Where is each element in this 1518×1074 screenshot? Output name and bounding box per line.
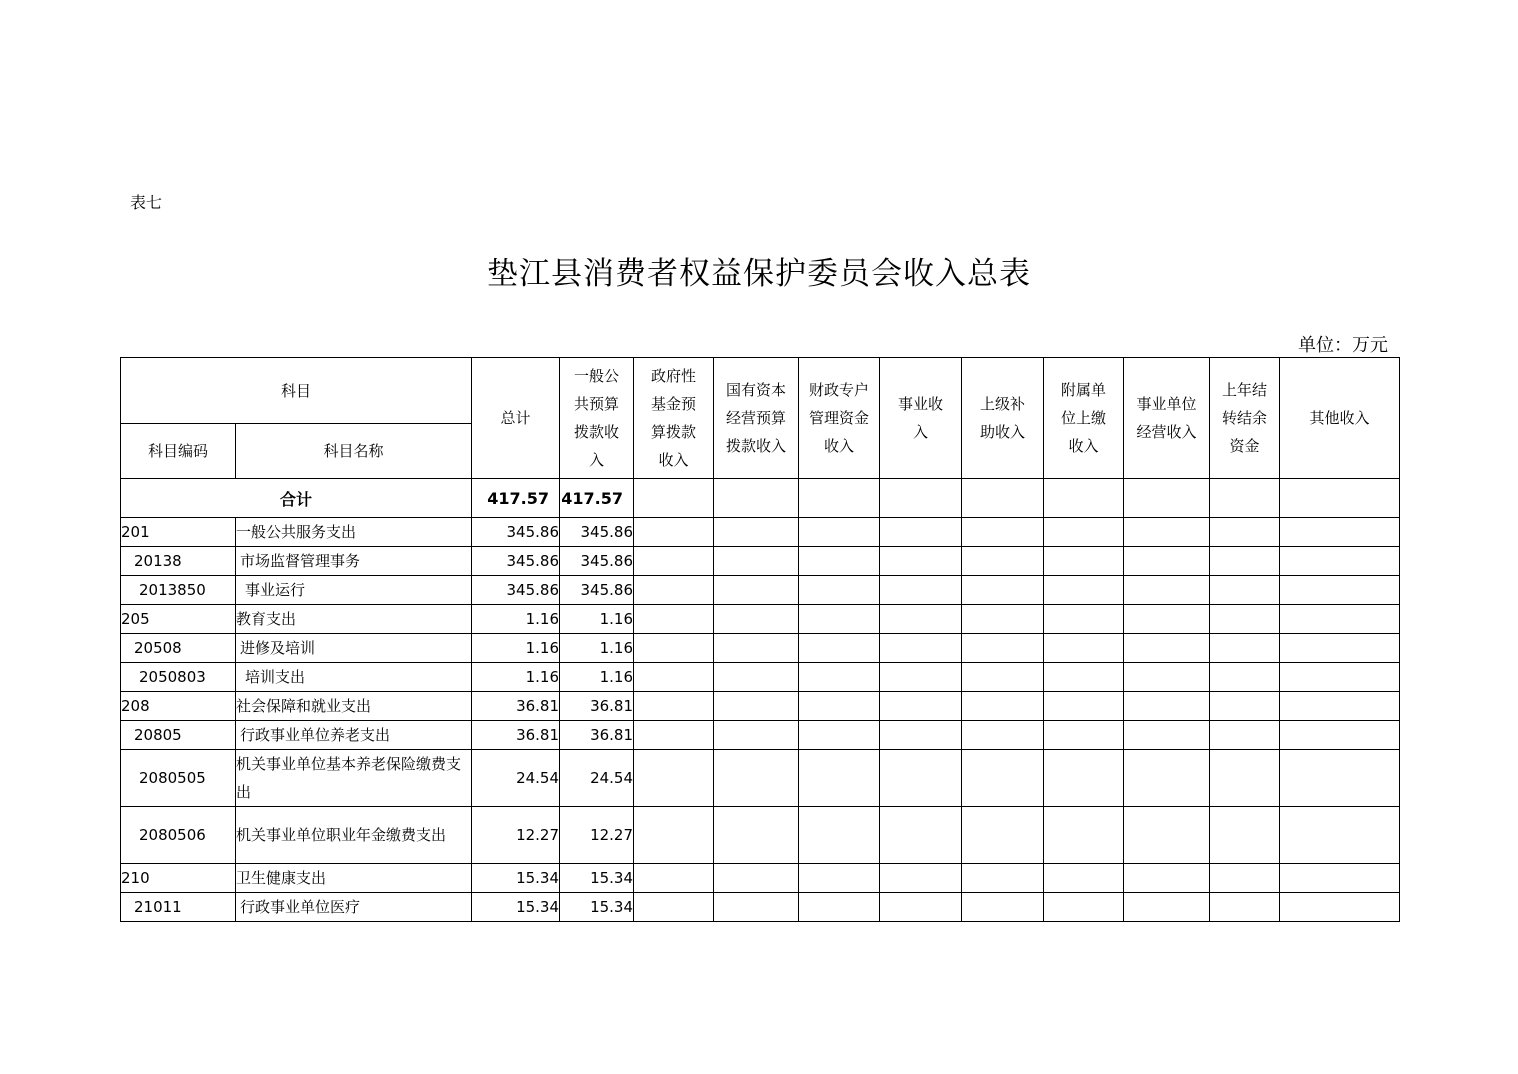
table-row bbox=[121, 807, 1400, 864]
empty-cell bbox=[714, 634, 799, 663]
empty-cell bbox=[1280, 864, 1400, 893]
row-total: 345.86 bbox=[472, 518, 560, 547]
empty-cell bbox=[962, 721, 1044, 750]
empty-cell bbox=[1124, 479, 1210, 518]
table-row bbox=[121, 634, 1400, 663]
empty-cell bbox=[714, 547, 799, 576]
row-code: 201 bbox=[121, 518, 236, 547]
header-upper-subsidy: 上级补助收入 bbox=[962, 358, 1044, 479]
row-name bbox=[236, 692, 472, 721]
row-name bbox=[236, 750, 472, 807]
table-row bbox=[121, 692, 1400, 721]
empty-cell bbox=[714, 750, 799, 807]
total-row bbox=[121, 479, 1400, 518]
header-total: 总计 bbox=[472, 358, 560, 479]
empty-cell bbox=[1044, 893, 1124, 922]
empty-cell bbox=[1210, 663, 1280, 692]
row-code: 20508 bbox=[121, 634, 236, 663]
empty-cell bbox=[634, 634, 714, 663]
empty-cell bbox=[714, 721, 799, 750]
empty-cell bbox=[962, 807, 1044, 864]
empty-cell bbox=[1210, 605, 1280, 634]
empty-cell bbox=[1210, 634, 1280, 663]
empty-cell bbox=[634, 479, 714, 518]
empty-cell bbox=[634, 721, 714, 750]
row-name-text: 机关事业单位职业年金缴费支出 bbox=[236, 826, 447, 844]
header-code: 科目编码 bbox=[121, 424, 236, 479]
row-name bbox=[236, 864, 472, 893]
page-title: 垫江县消费者权益保护委员会收入总表 bbox=[487, 256, 1031, 292]
empty-cell bbox=[634, 893, 714, 922]
row-name bbox=[236, 634, 472, 663]
empty-cell bbox=[799, 576, 880, 605]
row-general-budget: 15.34 bbox=[560, 864, 634, 893]
empty-cell bbox=[634, 750, 714, 807]
empty-cell bbox=[1124, 547, 1210, 576]
empty-cell bbox=[1044, 864, 1124, 893]
header-gov-fund: 政府性基金预算拨款收入 bbox=[634, 358, 714, 479]
row-code: 2013850 bbox=[121, 576, 236, 605]
empty-cell bbox=[799, 807, 880, 864]
empty-cell bbox=[1044, 721, 1124, 750]
empty-cell bbox=[1044, 605, 1124, 634]
unit-label: 单位：万元 bbox=[1298, 335, 1388, 356]
empty-cell bbox=[1124, 750, 1210, 807]
empty-cell bbox=[1124, 634, 1210, 663]
empty-cell bbox=[962, 479, 1044, 518]
empty-cell bbox=[962, 634, 1044, 663]
table-row bbox=[121, 721, 1400, 750]
row-total: 12.27 bbox=[472, 807, 560, 864]
empty-cell bbox=[962, 864, 1044, 893]
row-general-budget: 15.34 bbox=[560, 893, 634, 922]
row-code: 21011 bbox=[121, 893, 236, 922]
empty-cell bbox=[1044, 547, 1124, 576]
empty-cell bbox=[1044, 692, 1124, 721]
row-total: 345.86 bbox=[472, 547, 560, 576]
empty-cell bbox=[880, 864, 962, 893]
empty-cell bbox=[1210, 893, 1280, 922]
row-general-budget: 1.16 bbox=[560, 663, 634, 692]
row-name bbox=[236, 721, 472, 750]
row-code: 20138 bbox=[121, 547, 236, 576]
empty-cell bbox=[1044, 518, 1124, 547]
header-carryover: 上年结转结余资金 bbox=[1210, 358, 1280, 479]
row-general-budget: 345.86 bbox=[560, 576, 634, 605]
empty-cell bbox=[1280, 807, 1400, 864]
row-name bbox=[236, 518, 472, 547]
empty-cell bbox=[1210, 721, 1280, 750]
empty-cell bbox=[1210, 807, 1280, 864]
row-general-budget: 345.86 bbox=[560, 518, 634, 547]
empty-cell bbox=[1044, 750, 1124, 807]
empty-cell bbox=[962, 518, 1044, 547]
table-label: 表七 bbox=[130, 193, 163, 212]
empty-cell bbox=[880, 750, 962, 807]
empty-cell bbox=[634, 663, 714, 692]
empty-cell bbox=[1210, 518, 1280, 547]
total-general-budget: 417.57 bbox=[560, 479, 634, 518]
row-general-budget: 36.81 bbox=[560, 692, 634, 721]
empty-cell bbox=[1044, 807, 1124, 864]
row-general-budget: 12.27 bbox=[560, 807, 634, 864]
header-business-operation: 事业单位经营收入 bbox=[1124, 358, 1210, 479]
empty-cell bbox=[714, 807, 799, 864]
row-code: 20805 bbox=[121, 721, 236, 750]
empty-cell bbox=[962, 750, 1044, 807]
row-name-text: 行政事业单位医疗 bbox=[240, 898, 361, 916]
row-code: 205 bbox=[121, 605, 236, 634]
row-name-text: 市场监督管理事务 bbox=[240, 552, 361, 570]
header-special-account: 财政专户管理资金收入 bbox=[799, 358, 880, 479]
empty-cell bbox=[1280, 692, 1400, 721]
row-total: 15.34 bbox=[472, 893, 560, 922]
empty-cell bbox=[1280, 893, 1400, 922]
row-general-budget: 24.54 bbox=[560, 750, 634, 807]
empty-cell bbox=[1044, 479, 1124, 518]
empty-cell bbox=[634, 547, 714, 576]
empty-cell bbox=[880, 518, 962, 547]
empty-cell bbox=[962, 893, 1044, 922]
header-state-capital: 国有资本经营预算拨款收入 bbox=[714, 358, 799, 479]
row-name-text: 培训支出 bbox=[245, 668, 306, 686]
empty-cell bbox=[1124, 864, 1210, 893]
empty-cell bbox=[714, 605, 799, 634]
table-row bbox=[121, 576, 1400, 605]
row-name-text: 教育支出 bbox=[236, 610, 297, 628]
empty-cell bbox=[1280, 750, 1400, 807]
empty-cell bbox=[714, 576, 799, 605]
row-name-text: 行政事业单位养老支出 bbox=[240, 726, 391, 744]
table-row bbox=[121, 893, 1400, 922]
table-row bbox=[121, 750, 1400, 807]
row-name bbox=[236, 547, 472, 576]
empty-cell bbox=[1124, 663, 1210, 692]
empty-cell bbox=[634, 576, 714, 605]
header-business-income: 事业收入 bbox=[880, 358, 962, 479]
empty-cell bbox=[634, 605, 714, 634]
empty-cell bbox=[1124, 692, 1210, 721]
empty-cell bbox=[880, 479, 962, 518]
empty-cell bbox=[799, 547, 880, 576]
header-name: 科目名称 bbox=[236, 424, 472, 479]
empty-cell bbox=[1210, 750, 1280, 807]
empty-cell bbox=[1124, 721, 1210, 750]
empty-cell bbox=[714, 692, 799, 721]
table-row bbox=[121, 864, 1400, 893]
empty-cell bbox=[1280, 576, 1400, 605]
row-code: 2080505 bbox=[121, 750, 236, 807]
empty-cell bbox=[714, 518, 799, 547]
empty-cell bbox=[880, 893, 962, 922]
row-name bbox=[236, 663, 472, 692]
empty-cell bbox=[880, 663, 962, 692]
row-total: 24.54 bbox=[472, 750, 560, 807]
row-name bbox=[236, 605, 472, 634]
empty-cell bbox=[880, 692, 962, 721]
empty-cell bbox=[799, 692, 880, 721]
row-code: 2080506 bbox=[121, 807, 236, 864]
empty-cell bbox=[1124, 605, 1210, 634]
empty-cell bbox=[1210, 547, 1280, 576]
row-total: 1.16 bbox=[472, 663, 560, 692]
row-code: 208 bbox=[121, 692, 236, 721]
total-total: 417.57 bbox=[472, 479, 560, 518]
row-name-text: 社会保障和就业支出 bbox=[236, 697, 372, 715]
row-code: 210 bbox=[121, 864, 236, 893]
empty-cell bbox=[962, 692, 1044, 721]
header-other: 其他收入 bbox=[1280, 358, 1400, 479]
row-total: 1.16 bbox=[472, 634, 560, 663]
row-name-text: 卫生健康支出 bbox=[236, 869, 327, 887]
empty-cell bbox=[799, 721, 880, 750]
row-name bbox=[236, 576, 472, 605]
empty-cell bbox=[1044, 576, 1124, 605]
row-total: 345.86 bbox=[472, 576, 560, 605]
empty-cell bbox=[634, 518, 714, 547]
empty-cell bbox=[1124, 518, 1210, 547]
empty-cell bbox=[880, 576, 962, 605]
empty-cell bbox=[1124, 576, 1210, 605]
income-summary-table bbox=[120, 357, 1400, 922]
empty-cell bbox=[1280, 663, 1400, 692]
empty-cell bbox=[799, 864, 880, 893]
empty-cell bbox=[799, 479, 880, 518]
empty-cell bbox=[799, 893, 880, 922]
empty-cell bbox=[962, 605, 1044, 634]
empty-cell bbox=[1210, 692, 1280, 721]
row-total: 36.81 bbox=[472, 692, 560, 721]
empty-cell bbox=[1124, 893, 1210, 922]
row-name-text: 事业运行 bbox=[245, 581, 306, 599]
total-label: 合计 bbox=[121, 479, 472, 518]
row-total: 15.34 bbox=[472, 864, 560, 893]
row-total: 1.16 bbox=[472, 605, 560, 634]
empty-cell bbox=[1210, 864, 1280, 893]
row-name-text: 机关事业单位基本养老保险缴费支出 bbox=[236, 755, 462, 801]
empty-cell bbox=[799, 605, 880, 634]
empty-cell bbox=[1280, 721, 1400, 750]
row-name bbox=[236, 893, 472, 922]
empty-cell bbox=[1280, 634, 1400, 663]
header-subject: 科目 bbox=[121, 358, 472, 424]
empty-cell bbox=[799, 634, 880, 663]
empty-cell bbox=[1210, 479, 1280, 518]
empty-cell bbox=[714, 893, 799, 922]
empty-cell bbox=[634, 692, 714, 721]
empty-cell bbox=[880, 634, 962, 663]
row-name-text: 一般公共服务支出 bbox=[236, 523, 357, 541]
empty-cell bbox=[799, 663, 880, 692]
table-row bbox=[121, 663, 1400, 692]
row-name bbox=[236, 807, 472, 864]
empty-cell bbox=[880, 807, 962, 864]
empty-cell bbox=[1210, 576, 1280, 605]
empty-cell bbox=[1280, 547, 1400, 576]
row-general-budget: 345.86 bbox=[560, 547, 634, 576]
empty-cell bbox=[799, 518, 880, 547]
header-affiliated-remit: 附属单位上缴收入 bbox=[1044, 358, 1124, 479]
table-row bbox=[121, 547, 1400, 576]
header-general-budget: 一般公共预算拨款收入 bbox=[560, 358, 634, 479]
empty-cell bbox=[962, 547, 1044, 576]
empty-cell bbox=[1280, 605, 1400, 634]
row-total: 36.81 bbox=[472, 721, 560, 750]
row-general-budget: 1.16 bbox=[560, 634, 634, 663]
row-general-budget: 1.16 bbox=[560, 605, 634, 634]
empty-cell bbox=[1124, 807, 1210, 864]
empty-cell bbox=[634, 864, 714, 893]
empty-cell bbox=[880, 605, 962, 634]
empty-cell bbox=[1280, 518, 1400, 547]
row-code: 2050803 bbox=[121, 663, 236, 692]
empty-cell bbox=[880, 721, 962, 750]
empty-cell bbox=[714, 864, 799, 893]
empty-cell bbox=[880, 547, 962, 576]
empty-cell bbox=[1280, 479, 1400, 518]
row-general-budget: 36.81 bbox=[560, 721, 634, 750]
empty-cell bbox=[714, 479, 799, 518]
empty-cell bbox=[1044, 634, 1124, 663]
empty-cell bbox=[962, 576, 1044, 605]
empty-cell bbox=[799, 750, 880, 807]
empty-cell bbox=[1044, 663, 1124, 692]
empty-cell bbox=[962, 663, 1044, 692]
empty-cell bbox=[714, 663, 799, 692]
table-row bbox=[121, 518, 1400, 547]
table-row bbox=[121, 605, 1400, 634]
empty-cell bbox=[634, 807, 714, 864]
row-name-text: 进修及培训 bbox=[240, 639, 316, 657]
